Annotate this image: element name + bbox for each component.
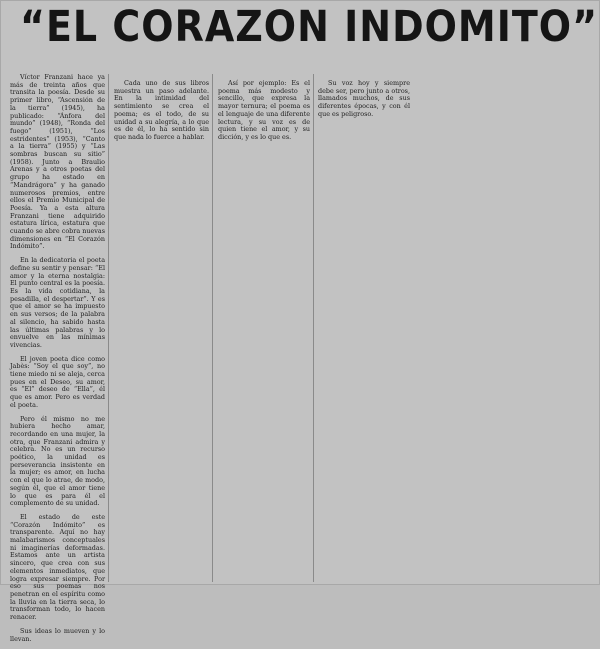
article-column-3 xyxy=(218,80,310,148)
article-column-4 xyxy=(318,80,410,125)
column-1-paragraph-5: El estado de este “Corazón Indómito” es transparente. Aquí no hay malabarismos conceptuales ni imaginerías deformadas. Estamos ante un artista sincero, que crea con sus elementos inmediatos, que logra expresar siempre. Por eso sus poemas nos penetran en el espíritu como la lluvia en la tierra seca, lo transforman todo, lo hacen renacer. xyxy=(10,512,105,622)
column-1-paragraph-4: Pero él mismo no me hubiera hecho amar, recordando en una mujer, la otra, que Franzani admira y celebra. No es un recurso poético, la unidad es perseverancia insistente en la mujer; es amor, en lucha con el que lo atrae, de modo, según él, que el amor tiene lo que es para él el complemento de su unidad. xyxy=(10,414,105,508)
column-1-paragraph-6: Sus ideas lo mueven y lo llevan. xyxy=(10,626,105,643)
article-title: “EL CORAZON INDOMITO” xyxy=(20,2,599,52)
column-1-paragraph-1: Víctor Franzani hace ya más de treinta años que transita la poesía. Desde su primer libro, “Ascensión de la tierra” (1945), ha publicado: “Ánfora del mundo” (1948), “Ronda del fuego” (1951), “Los estridentes” (1953), “Canto a la tierra” (1955) y “Las sombras buscan su sitio” (1958). Junto a Braulio Arenas y a otros poetas del grupo ha estado en “Mandrágora” y ha ganado numerosos premios, entre ellos el Premio Municipal de Poesía. Ya a esta altura Franzani tiene adquirido estatura lírica, estatura que cuando se abre cobra nuevas dimensiones en “El Corazón Indómito”. xyxy=(10,73,105,251)
column-3-paragraph-1: Así por ejemplo: Es el poema más modesto y sencillo, que expresa la mayor ternura; el poema es el lenguaje de una diferente lectura, y su voz es de quien tiene el amor, y su dicción, y es lo que es. xyxy=(218,79,310,141)
column-4-paragraph-1: Su voz hoy y siempre debe ser, pero junto a otros, llamados muchos, de sus diferentes épocas, y con él que es peligroso. xyxy=(318,79,410,118)
column-divider-3 xyxy=(313,74,314,582)
column-1-paragraph-2: En la dedicatoria el poeta define su sentir y pensar: “El amor y la eterna nostalgia: El punto central es la poesía. Es la vida cotidiana, la pesadilla, el despertar”. Y es que el amor se ha impuesto en sus versos; de la palabra al silencio, ha sabido hasta las últimas palabras y lo envuelve en las mínimas vivencias. xyxy=(10,256,105,349)
article-column-1 xyxy=(10,74,105,649)
column-divider-2 xyxy=(212,74,213,582)
column-divider-1 xyxy=(108,74,109,582)
column-2-paragraph-1: Cada uno de sus libros muestra un paso adelante. En la intimidad del sentimiento se crea el poema; es el todo, de su unidad a su alegría, a lo que es de él, lo ha sentido sin que nada lo fuerce a hablar. xyxy=(114,79,209,141)
column-1-paragraph-3: El joven poeta dice como Jabès: “Soy el que soy”, no tiene miedo ni se aleja, cerca pues en el Deseo, su amor, es “El” deseo de “Ella”, él que es amor. Pero es verdad el poeta. xyxy=(10,354,105,409)
article-column-2 xyxy=(114,80,209,148)
